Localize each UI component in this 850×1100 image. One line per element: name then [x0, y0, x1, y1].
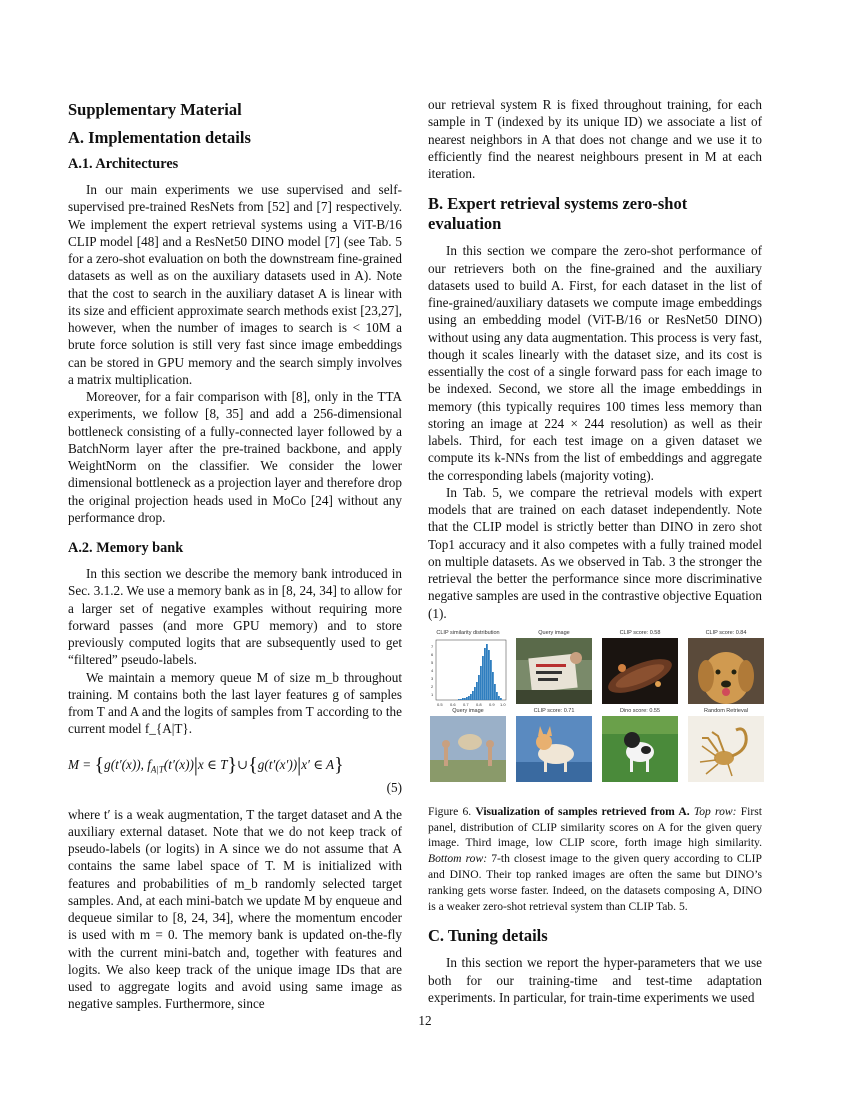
panel-title-clip-high: CLIP score: 0.84	[705, 629, 747, 636]
panel-title-clip-low: CLIP score: 0.58	[619, 629, 661, 636]
hist-ytick: 7	[431, 643, 434, 649]
histogram-bar	[490, 660, 492, 700]
histogram-bar	[476, 682, 478, 700]
page-number: 12	[418, 1013, 432, 1028]
panel-title-dino-7th: Dino score: 0.55	[619, 707, 661, 714]
hist-xtick: 1.0	[500, 701, 506, 707]
a2-paragraph-1: In this section we describe the memory bank introduced in Sec. 3.1.2. We use a memory bank as in [8, 24, 34] to allow for a larger set of negative examples without requiring more forward passes (and more GPU memory) and to store previously computed logits that are subsequently used to get “filtered” pseudo-labels.	[68, 566, 402, 668]
histogram-bar	[494, 684, 496, 700]
histogram-bar	[460, 699, 462, 700]
retrieved-image-low-score	[602, 638, 678, 704]
hist-ytick: 5	[431, 659, 434, 665]
query-image-dog-jump	[430, 716, 506, 782]
left-column	[68, 96, 402, 1013]
histogram-bar	[492, 672, 494, 700]
a1-paragraph-2: Moreover, for a fair comparison with [8], only in the TTA experiments, we follow [8, 35] and add a 256-dimensional bottleneck consisting of a fully-connected layer followed by a BatchNorm layer after the pre-trained backbone, and apply WeightNorm on the classifier. We consider the lower dimensional bottleneck as a projection layer and therefore drop the original projection heads used in MoCo [24] without any performance drop.	[68, 389, 402, 525]
hist-xtick: 0.7	[463, 701, 469, 707]
hist-ytick: 3	[431, 675, 434, 681]
panel-title-clip-7th: CLIP score: 0.71	[533, 707, 575, 714]
hist-xtick: 0.9	[489, 701, 495, 707]
histogram-bar	[470, 694, 472, 700]
supplementary-title: Supplementary Material	[68, 100, 242, 119]
section-a2-heading: A.2. Memory bank	[68, 540, 184, 556]
histogram-bar	[474, 687, 476, 700]
random-retrieved-scorpion	[688, 716, 764, 782]
a1-paragraph-1: In our main experiments we use supervised and self-supervised pre-trained ResNets from [52] and [7] respectively. We implement the expert retrieval systems using a ViT-B/16 CLIP model [48] and a ResNet50 DINO model [7] (see Tab. 5 for a zero-shot evaluation on both the downstream fine-grained datasets as well as on the auxiliary datasets used in A). Note that the cost to search in the auxiliary dataset A is linear with its size and efficient approximate search methods exist [23,27], however, when the number of images to search is < 10M a brute force solution is still very fast since image embeddings can be stored in GPU memory and the search simply involves a matrix multiplication.	[68, 182, 402, 387]
a2-paragraph-3: where t′ is a weak augmentation, T the target dataset and A the auxiliary external dataset. Note that we do not keep track of pseudo-labels (or logits) in A since we do not assume that A contains the same label space of T. M is initialized with features and probabilities of m_b randomly selected target samples. And, at each mini-batch we update M by enqueue and dequeue similar to [8, 24, 34], where the momentum encoder is used with m = 0. The memory bank is updated on-the-fly with the current mini-batch and, together with features and logits. We also keep track of the unique image IDs that are used to aggregate logits and avoid using same image as negative samples. Furthermore, since	[68, 806, 402, 1012]
section-a-heading: A. Implementation details	[68, 128, 251, 147]
section-b-heading: B. Expert retrieval systems zero-shot evaluation	[428, 194, 688, 234]
histogram-bar	[486, 644, 488, 700]
section-a1-heading: A.1. Architectures	[68, 156, 179, 172]
panel-title-query-bottom: Query image	[452, 707, 484, 714]
hist-ytick: 4	[431, 667, 434, 673]
figure-6-caption	[428, 804, 762, 915]
hist-ytick: 1	[431, 691, 434, 697]
caption-top-row: Top row:	[693, 804, 737, 818]
caption-text-2: 7-th closest image to the given query according to CLIP and DINO. Their top ranked images are often the same but DINO’s ranking gets worse faster. Indeed, on the datasets composing A, DINO is a weaker zero-shot retrieval system than CLIP Tab. 5.	[428, 852, 762, 913]
histogram-bar	[472, 691, 474, 700]
clip-similarity-histogram	[428, 638, 508, 710]
histogram-bar	[466, 697, 468, 700]
query-image-protest	[516, 638, 592, 704]
caption-bottom-row: Bottom row:	[428, 852, 488, 866]
c-paragraph-1: In this section we report the hyper-parameters that we use both for our training-time and test-time adaptation experiments. In particular, for train-time experiments we used	[428, 955, 762, 1005]
histogram-bar	[468, 696, 470, 700]
clip-retrieved-corgi	[516, 716, 592, 782]
b-paragraph-2: In Tab. 5, we compare the retrieval models with expert models that are trained on each dataset independently. Note that the CLIP model is strictly better than DINO in zero shot Top1 accuracy and it also competes with a fully trained model on multiple datasets. As we observed in Tab. 3 the stronger the retrieval the better the performance since more discriminative negative samples are used in the contrastive objective Equation (1).	[428, 484, 762, 621]
histogram-bar	[496, 692, 498, 700]
caption-label: Figure 6.	[428, 804, 472, 818]
panel-title-query-top: Query image	[538, 629, 570, 636]
a2-paragraph-2: We maintain a memory queue M of size m_b throughout training. M contains both the last layer features g of samples from T and A and the logits of samples from T according to the current model f_{A|T}.	[68, 669, 402, 737]
histogram-bar	[482, 656, 484, 700]
retrieved-image-high-score	[688, 638, 764, 704]
equation-body: M = {g(t′(x)), $f_{A|T}(t'(x))|x$ ∈ T}∪{g(t′(x′))|x′ ∈ A}	[68, 753, 344, 776]
dino-retrieved-dog	[602, 716, 678, 782]
hist-xtick: 0.8	[476, 701, 482, 707]
section-c-heading: C. Tuning details	[428, 926, 548, 946]
hist-xtick: 0.6	[450, 701, 456, 707]
histogram-bar	[500, 698, 502, 700]
right-column	[428, 96, 762, 1006]
panel-title-random: Random Retrieval	[703, 707, 749, 714]
histogram-bar	[484, 648, 486, 700]
histogram-bar	[498, 696, 500, 700]
hist-ytick: 2	[431, 683, 434, 689]
equation-5	[68, 748, 402, 802]
equation-number: (5)	[386, 779, 402, 795]
histogram-bar	[478, 675, 480, 700]
caption-text-1: First panel, distribution of CLIP similarity scores on A for the given query image. Third image, low CLIP score, forth image high similarity.	[428, 804, 762, 850]
panel-title-hist: CLIP similarity distribution	[436, 629, 500, 636]
histogram-bar	[462, 698, 464, 700]
b-paragraph-1: In this section we compare the zero-shot performance of our retrievers both on the fine-grained and the auxiliary datasets used to build A. First, for each dataset in the list of fine-grained/auxiliary datasets we compute image embeddings using an embedding model (ViT-B/16 or ResNet50 DINO) without using any data augmentation. This process is very fast, though it scales linearly with the dataset size, and its cost is essentially the cost of a single forward pass for each image to be indexed. Second, we store all the image embeddings in memory (this typically requires 100 times less memory than storing an image at 224 × 244 resolution) as well as their labels. Third, for each test image on a given dataset we compute its k-NNs from the list of embeddings and aggregate the corresponding labels (majority voting).	[428, 243, 762, 483]
histogram-bar	[488, 650, 490, 700]
histogram-bar	[458, 699, 460, 700]
hist-xtick: 0.5	[437, 701, 443, 707]
caption-bold: Visualization of samples retrieved from A.	[475, 804, 690, 818]
figure-6	[428, 630, 762, 798]
hist-ytick: 6	[431, 651, 434, 657]
continued-paragraph: our retrieval system R is fixed throughout training, for each sample in T (indexed by its unique ID) we associate a list of nearest neighbors in A that does not change and we use it to efficiently find the nearest neighbours present in M at each iteration.	[428, 97, 762, 181]
histogram-bar	[464, 698, 466, 700]
histogram-bar	[480, 666, 482, 700]
